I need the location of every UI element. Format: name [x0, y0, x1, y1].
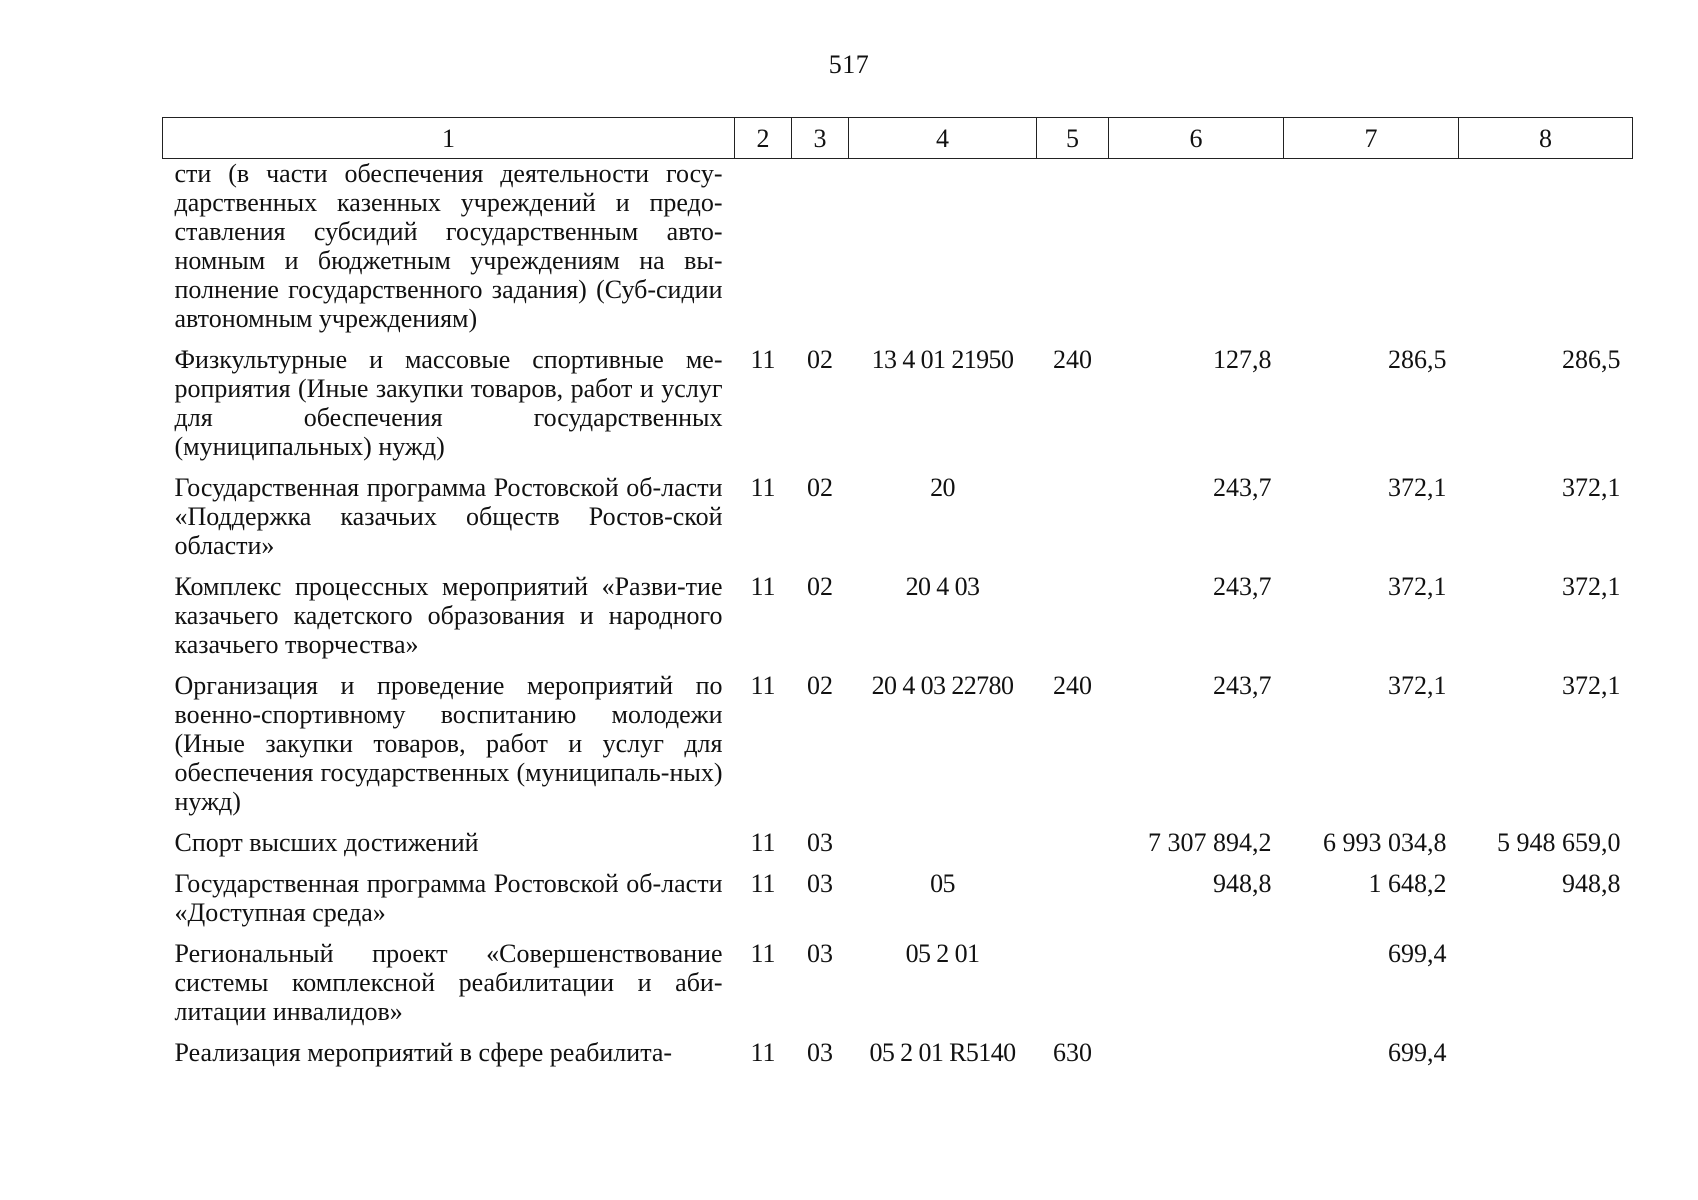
- row-amount-col7: 699,4: [1388, 939, 1447, 968]
- row-target-code: 05: [930, 869, 955, 898]
- row-expense-type: [1037, 572, 1109, 671]
- row-section: 11: [750, 828, 776, 857]
- row-target-code: 20 4 03: [905, 572, 980, 601]
- row-target-code: 13 4 01 21950: [871, 345, 1014, 374]
- row-expense-type: [1037, 159, 1109, 346]
- row-amount-col8: 372,1: [1562, 572, 1621, 601]
- table-row: [163, 869, 1633, 939]
- row-target-code: 20: [930, 473, 955, 502]
- row-name: сти (в части обеспечения деятельности госу-дарственных казенных учреждений и предо-ставления субсидий государственным авто-номным и бюджетным учреждениям на вы-полнение государственного задания) (Суб-сидии автономным учреждениям): [174, 159, 723, 333]
- row-expense-type: [1037, 939, 1109, 1038]
- row-amount-col8: 5 948 659,0: [1497, 828, 1621, 857]
- row-name: Государственная программа Ростовской об-ласти «Доступная среда»: [174, 869, 723, 927]
- row-subsection: 03: [807, 869, 833, 898]
- row-target-code: [849, 828, 1037, 869]
- header-col-2: 2: [735, 118, 792, 159]
- row-section: 11: [750, 473, 776, 502]
- row-expense-type: [1037, 869, 1109, 939]
- row-amount-col8: 948,8: [1562, 869, 1621, 898]
- row-target-code: 20 4 03 22780: [871, 671, 1014, 700]
- table-row: [163, 572, 1633, 671]
- row-amount-col7: [1284, 159, 1459, 346]
- row-expense-type: 240: [1053, 671, 1092, 700]
- table-row: [163, 159, 1633, 346]
- row-amount-col7: 286,5: [1388, 345, 1447, 374]
- row-name: Региональный проект «Совершенствование системы комплексной реабилитации и аби-литации инвалидов»: [174, 939, 723, 1026]
- row-amount-col7: 372,1: [1388, 473, 1447, 502]
- row-amount-col6: 7 307 894,2: [1148, 828, 1272, 857]
- row-name: Организация и проведение мероприятий по военно-спортивному воспитанию молодежи (Иные закупки товаров, работ и услуг для обеспечения государственных (муниципаль-ных) нужд): [174, 671, 723, 816]
- row-subsection: 02: [807, 473, 833, 502]
- row-subsection: [792, 159, 849, 346]
- row-subsection: 03: [807, 1038, 833, 1067]
- budget-table-container: [162, 117, 1632, 1079]
- row-expense-type: [1037, 473, 1109, 572]
- row-amount-col6: 948,8: [1213, 869, 1272, 898]
- row-name: Государственная программа Ростовской об-ласти «Поддержка казачьих обществ Ростов-ской области»: [174, 473, 723, 560]
- page-number: 517: [828, 50, 870, 79]
- row-amount-col8: [1459, 159, 1633, 346]
- row-amount-col6: [1109, 939, 1284, 1038]
- row-target-code: 05 2 01 R5140: [869, 1038, 1016, 1067]
- row-subsection: 03: [807, 828, 833, 857]
- row-amount-col8: [1459, 939, 1633, 1038]
- row-name: Реализация мероприятий в сфере реабилита-: [174, 1038, 673, 1067]
- row-section: [735, 159, 792, 346]
- row-amount-col7: 6 993 034,8: [1323, 828, 1447, 857]
- budget-table: [162, 117, 1633, 1079]
- table-row: [163, 828, 1633, 869]
- header-col-7: 7: [1284, 118, 1459, 159]
- row-section: 11: [750, 345, 776, 374]
- row-amount-col8: 372,1: [1562, 671, 1621, 700]
- header-row: [163, 118, 1633, 159]
- row-target-code: 05 2 01: [905, 939, 980, 968]
- header-col-3: 3: [792, 118, 849, 159]
- row-section: 11: [750, 671, 776, 700]
- row-amount-col6: [1109, 159, 1284, 346]
- row-section: 11: [750, 869, 776, 898]
- row-expense-type: [1037, 828, 1109, 869]
- row-amount-col6: [1109, 1038, 1284, 1079]
- row-amount-col8: 286,5: [1562, 345, 1621, 374]
- row-name: Комплекс процессных мероприятий «Разви-тие казачьего кадетского образования и народного казачьего творчества»: [174, 572, 723, 659]
- table-body: [163, 159, 1633, 1080]
- row-target-code: [849, 159, 1037, 346]
- row-amount-col7: 1 648,2: [1368, 869, 1447, 898]
- header-col-5: 5: [1037, 118, 1109, 159]
- row-section: 11: [750, 939, 776, 968]
- table-row: [163, 345, 1633, 473]
- row-name: Спорт высших достижений: [174, 828, 479, 857]
- row-expense-type: 240: [1053, 345, 1092, 374]
- table-row: [163, 473, 1633, 572]
- row-amount-col6: 243,7: [1213, 572, 1272, 601]
- table-row: [163, 1038, 1633, 1079]
- row-name: Физкультурные и массовые спортивные ме-роприятия (Иные закупки товаров, работ и услуг для обеспечения государственных (муниципальных) нужд): [174, 345, 723, 461]
- row-section: 11: [750, 1038, 776, 1067]
- row-subsection: 02: [807, 345, 833, 374]
- row-section: 11: [750, 572, 776, 601]
- row-amount-col7: 372,1: [1388, 572, 1447, 601]
- row-amount-col6: 243,7: [1213, 671, 1272, 700]
- header-col-4: 4: [849, 118, 1037, 159]
- table-header: [163, 118, 1633, 159]
- header-col-6: 6: [1109, 118, 1284, 159]
- table-row: [163, 939, 1633, 1038]
- row-amount-col8: 372,1: [1562, 473, 1621, 502]
- row-subsection: 02: [807, 572, 833, 601]
- row-amount-col7: 699,4: [1388, 1038, 1447, 1067]
- row-amount-col7: 372,1: [1388, 671, 1447, 700]
- row-amount-col8: [1459, 1038, 1633, 1079]
- row-amount-col6: 127,8: [1213, 345, 1272, 374]
- row-expense-type: 630: [1053, 1038, 1092, 1067]
- row-subsection: 02: [807, 671, 833, 700]
- row-amount-col6: 243,7: [1213, 473, 1272, 502]
- header-col-8: 8: [1459, 118, 1633, 159]
- header-col-1: 1: [163, 118, 735, 159]
- table-row: [163, 671, 1633, 828]
- row-subsection: 03: [807, 939, 833, 968]
